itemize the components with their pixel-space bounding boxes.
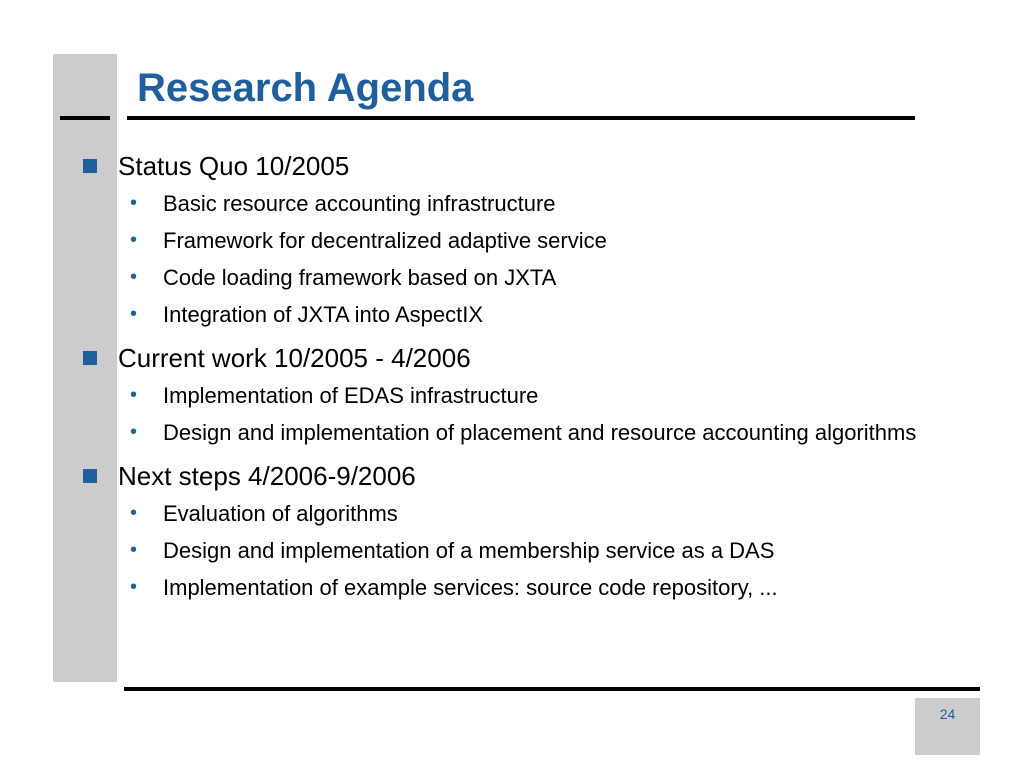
bullet-text: Framework for decentralized adaptive service bbox=[163, 228, 607, 253]
section-heading-text: Status Quo 10/2005 bbox=[118, 151, 350, 181]
bullet-item bbox=[80, 572, 980, 603]
bullet-dot-icon: • bbox=[130, 502, 138, 524]
bullet-text: Evaluation of algorithms bbox=[163, 501, 398, 526]
bullet-text: Design and implementation of placement and resource accounting algorithms bbox=[163, 420, 917, 445]
section-heading-text: Current work 10/2005 - 4/2006 bbox=[118, 343, 471, 373]
bullet-dot-icon: • bbox=[130, 539, 138, 561]
bullet-text: Basic resource accounting infrastructure bbox=[163, 191, 556, 216]
bullet-dot-icon: • bbox=[130, 266, 138, 288]
bullet-dot-icon: • bbox=[130, 229, 138, 251]
bullet-item bbox=[80, 225, 980, 256]
square-bullet-icon bbox=[83, 469, 97, 483]
square-bullet-icon bbox=[83, 159, 97, 173]
bullet-text: Integration of JXTA into AspectIX bbox=[163, 302, 483, 327]
title-underline-long bbox=[127, 116, 915, 120]
section-heading bbox=[80, 144, 980, 188]
bullet-dot-icon: • bbox=[130, 192, 138, 214]
section-next-steps bbox=[80, 454, 980, 603]
bullet-item bbox=[80, 188, 980, 219]
page-number: 24 bbox=[939, 706, 956, 722]
section-bullet-list bbox=[80, 380, 980, 448]
bullet-dot-icon: • bbox=[130, 421, 138, 443]
bullet-dot-icon: • bbox=[130, 303, 138, 325]
bullet-item bbox=[80, 299, 980, 330]
slide-title: Research Agenda bbox=[137, 66, 474, 110]
bullet-item bbox=[80, 535, 980, 566]
bullet-item bbox=[80, 417, 923, 448]
bullet-text: Implementation of example services: source code repository, ... bbox=[163, 575, 778, 600]
section-heading-text: Next steps 4/2006-9/2006 bbox=[118, 461, 416, 491]
bullet-text: Code loading framework based on JXTA bbox=[163, 265, 557, 290]
bullet-text: Design and implementation of a membership service as a DAS bbox=[163, 538, 775, 563]
section-heading bbox=[80, 454, 980, 498]
bullet-text: Implementation of EDAS infrastructure bbox=[163, 383, 539, 408]
bullet-dot-icon: • bbox=[130, 576, 138, 598]
section-bullet-list bbox=[80, 498, 980, 603]
bullet-dot-icon: • bbox=[130, 384, 138, 406]
section-current-work bbox=[80, 336, 980, 448]
bullet-item bbox=[80, 498, 980, 529]
section-status-quo bbox=[80, 144, 980, 330]
page-number-box bbox=[915, 698, 980, 755]
square-bullet-icon bbox=[83, 351, 97, 365]
footer-rule bbox=[124, 687, 980, 691]
section-bullet-list bbox=[80, 188, 980, 330]
bullet-item bbox=[80, 262, 980, 293]
title-underline-short bbox=[60, 116, 110, 120]
section-heading bbox=[80, 336, 980, 380]
bullet-item bbox=[80, 380, 980, 411]
slide-content bbox=[80, 144, 980, 609]
